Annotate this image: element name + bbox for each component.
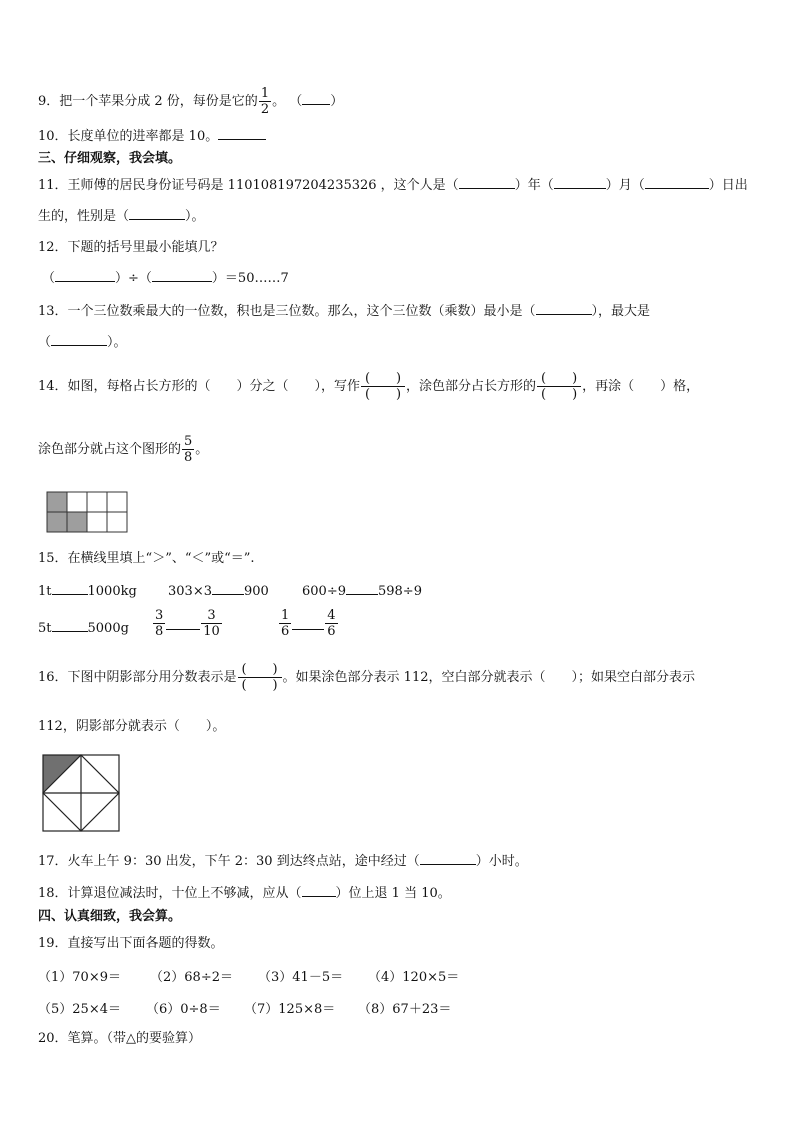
question-12: 12．下题的括号里最小能填几？ (38, 240, 224, 255)
question-12-equation: （ ）÷（ ）＝50……7 (42, 271, 289, 286)
q18-place-blank[interactable] (302, 884, 336, 897)
q14-target-fraction: $\frac{5}{8}$ (184, 434, 193, 465)
q14-rectangle-grid (46, 491, 130, 533)
q19-item-4: （4）120×5＝ (368, 970, 460, 985)
q15-compare-3: 600÷9 598÷9 (302, 584, 422, 599)
q15-compare-2: 303×3 900 (168, 584, 269, 599)
q11-year-blank[interactable] (459, 176, 515, 189)
question-15: 15．在横线里填上“＞”、“＜”或“＝”. (38, 551, 255, 566)
section-4-heading: 四、认真细致，我会算。 (38, 909, 182, 924)
q11-day-blank[interactable] (645, 176, 709, 189)
q15-compare-4: 5t 5000g (38, 621, 129, 636)
question-16-line2: 112，阴影部分就表示（ ）。 (38, 719, 226, 734)
q9-text: 9．把一个苹果分成 2 份，每份是它的 (38, 94, 258, 109)
question-14-line2: 涂色部分就占这个图形的 $\frac{5}{8}$ 。 (38, 434, 209, 465)
q14-fraction-blank-2[interactable]: $\frac{( )}{( )}$ (537, 371, 581, 402)
q15-compare-5 (152, 608, 223, 639)
grid-cell-r2c1 (47, 512, 67, 532)
q15-blank-6[interactable] (292, 617, 324, 630)
q15-blank-5[interactable] (166, 617, 200, 630)
q19-item-7: （7）125×8＝ (244, 1002, 336, 1017)
q15-blank-1[interactable] (52, 582, 88, 595)
q14-fraction-blank-1[interactable]: $\frac{( )}{( )}$ (361, 371, 405, 402)
q13-max-blank[interactable] (51, 333, 107, 346)
q15-fraction-4-6: $\frac{4}{6}$ (327, 608, 336, 639)
grid-cell-r2c4 (107, 512, 127, 532)
question-11: 11．王师傅的居民身份证号码是 110108197204235326 ，这个人是（ ）年（ ）月（ ）日出 (38, 178, 748, 193)
section-3-heading: 三、仔细观察，我会填。 (38, 151, 182, 166)
question-14: 14．如图，每格占长方形的（ ）分之（ ），写作 $\frac{( )}{( )}$ ，涂色部分占长方形的 $\frac{( )}{( )}$ ，再涂（ ）格， (38, 371, 700, 402)
q10-answer-blank[interactable] (218, 127, 266, 140)
q19-item-6: （6）0÷8＝ (146, 1002, 221, 1017)
q11-month-blank[interactable] (554, 176, 606, 189)
q16-square-figure (42, 754, 120, 832)
q15-fraction-3-10: $\frac{3}{10}$ (203, 608, 220, 639)
q12-blank-1[interactable] (55, 269, 115, 282)
question-10: 10．长度单位的进率都是 10。 (38, 127, 266, 146)
q19-item-1: （1）70×9＝ (38, 970, 121, 985)
question-19: 19．直接写出下面各题的得数。 (38, 936, 224, 951)
grid-cell-r2c2 (67, 512, 87, 532)
q19-item-5: （5）25×4＝ (38, 1002, 121, 1017)
question-13: 13．一个三位数乘最大的一位数，积也是三位数。那么，这个三位数（乘数）最小是（ ），最大是 (38, 304, 651, 319)
q12-blank-2[interactable] (152, 269, 212, 282)
q11-gender-blank[interactable] (129, 207, 185, 220)
q9-answer-blank[interactable] (302, 92, 330, 105)
question-20: 20．笔算。（带△的要验算） (38, 1031, 202, 1046)
q15-compare-1: 1t 1000kg (38, 584, 137, 599)
q15-fraction-3-8: $\frac{3}{8}$ (155, 608, 164, 639)
grid-cell-r1c4 (107, 492, 127, 512)
q19-item-8: （8）67＋23＝ (358, 1002, 452, 1017)
q15-fraction-1-6: $\frac{1}{6}$ (281, 608, 290, 639)
q9-fraction: $\frac{1}{2}$ (260, 86, 270, 117)
grid-cell-r1c2 (67, 492, 87, 512)
question-13-line2: （ ）。 (38, 335, 127, 350)
q15-compare-6 (278, 608, 339, 639)
q15-blank-2[interactable] (212, 582, 244, 595)
q15-blank-3[interactable] (346, 582, 378, 595)
question-11-line2: 生的，性别是（ ）。 (38, 209, 205, 224)
question-18: 18．计算退位减法时，十位上不够减，应从（ ）位上退 1 当 10。 (38, 886, 451, 901)
question-17: 17．火车上午 9：30 出发，下午 2：30 到达终点站，途中经过（ ）小时。 (38, 854, 528, 869)
grid-cell-r1c1 (47, 492, 67, 512)
q13-min-blank[interactable] (536, 302, 592, 315)
q19-item-3: （3）41－5＝ (258, 970, 344, 985)
q16-fraction-blank[interactable]: $\frac{( )}{( )}$ (238, 662, 282, 693)
grid-cell-r1c3 (87, 492, 107, 512)
q19-item-2: （2）68÷2＝ (150, 970, 233, 985)
q15-blank-4[interactable] (52, 619, 88, 632)
question-9: 9．把一个苹果分成 2 份，每份是它的 $\frac{1}{2}$ 。 （ ） (38, 86, 344, 117)
question-16: 16．下图中阴影部分用分数表示是 $\frac{( )}{( )}$ 。如果涂色部分表示 112，空白部分就表示（ ）；如果空白部分表示 (38, 662, 695, 693)
q17-hours-blank[interactable] (420, 852, 476, 865)
grid-cell-r2c3 (87, 512, 107, 532)
